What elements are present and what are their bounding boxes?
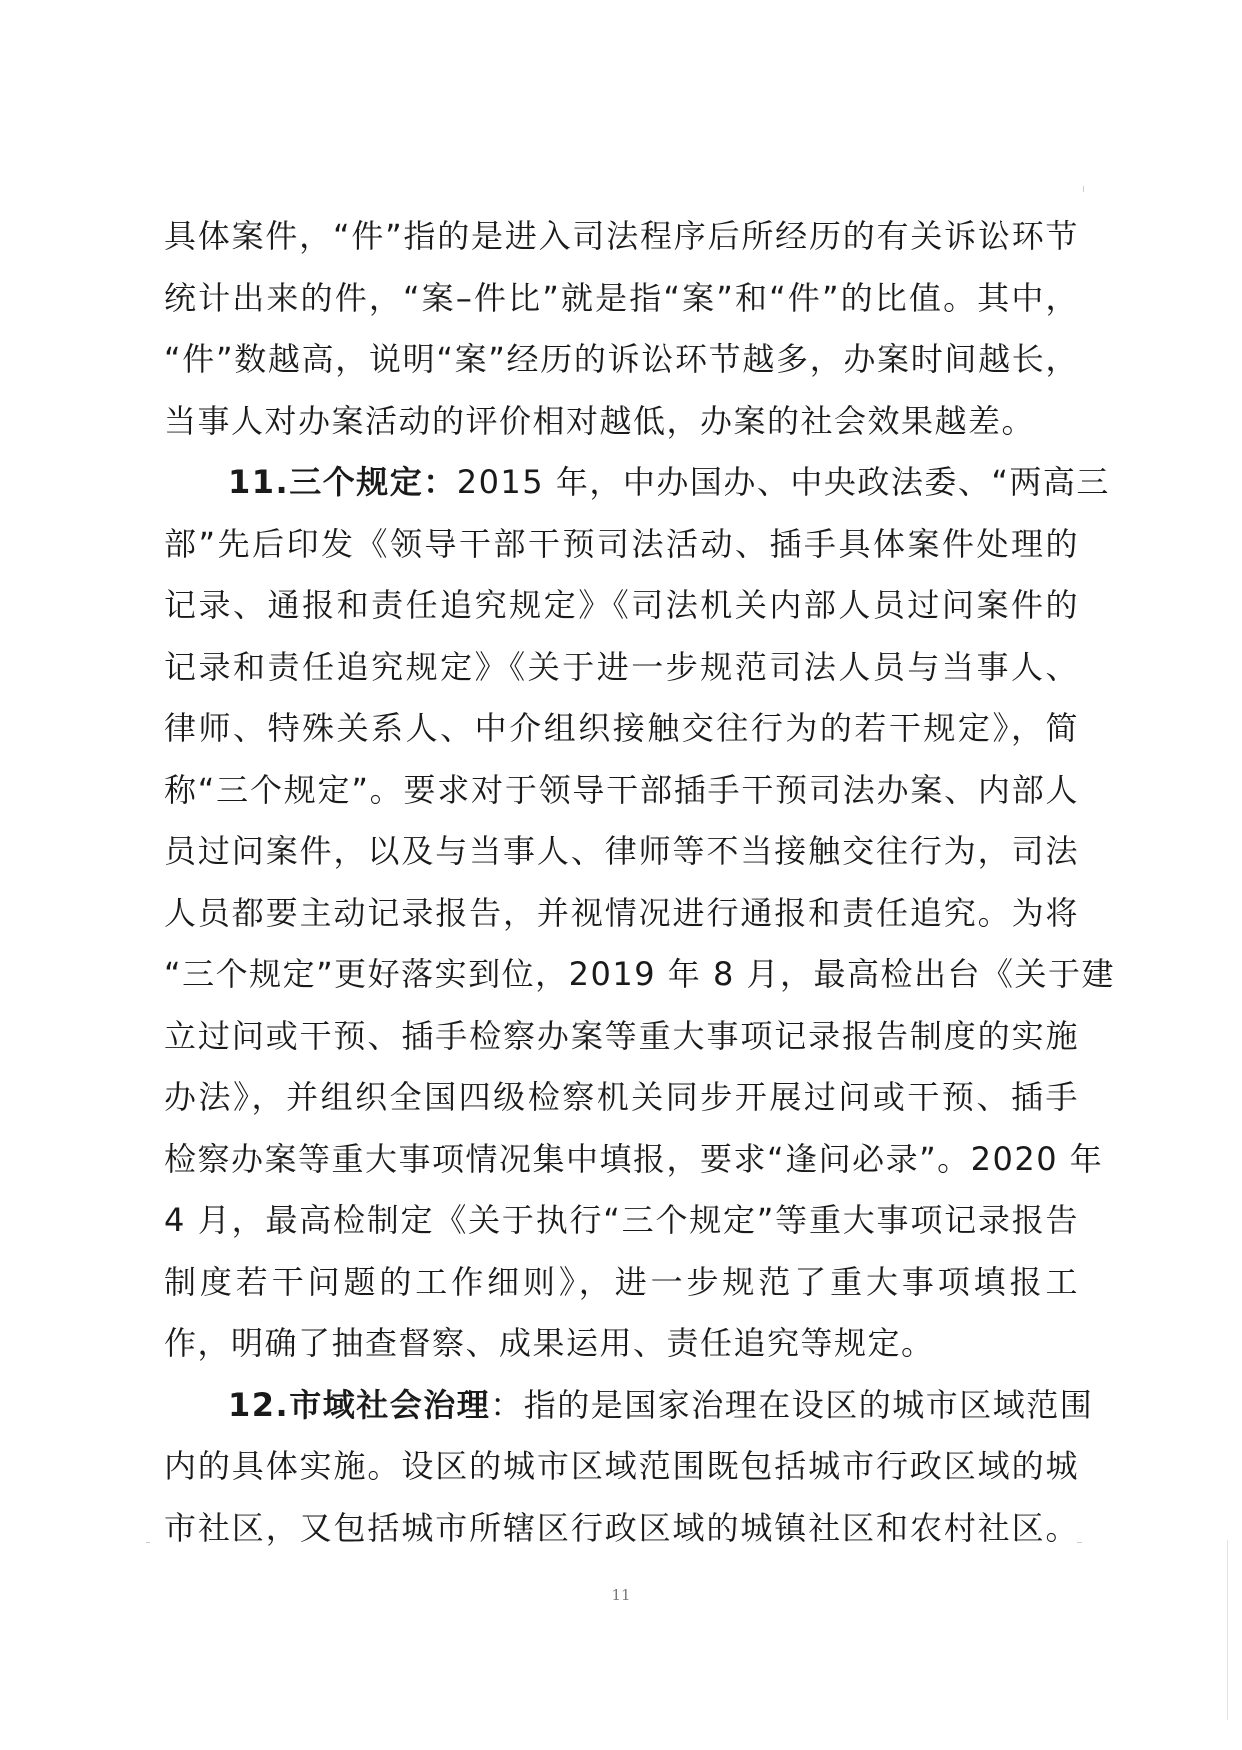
text-line — [164, 268, 1079, 330]
line-text: 检察办案等重大事项情况集中填报，要求“逢问必录”。2020 年 — [164, 1139, 1104, 1178]
line-text: 统计出来的件，“案–件比”就是指“案”和“件”的比值。其中， — [164, 278, 1079, 317]
line-text: 记录和责任追究规定》《关于进一步规范司法人员与当事人、 — [164, 647, 1079, 686]
text-line — [164, 760, 1079, 822]
text-line — [164, 1498, 1079, 1560]
scan-edge-mark — [1227, 1540, 1228, 1720]
text-line — [164, 1006, 1079, 1068]
text-line — [164, 637, 1079, 699]
line-text: 制度若干问题的工作细则》，进一步规范了重大事项填报工 — [164, 1262, 1079, 1301]
section-term: 12.市域社会治理 — [228, 1385, 491, 1424]
text-line — [164, 575, 1079, 637]
document-body — [164, 206, 1115, 1559]
line-text: ：指的是国家治理在设区的城市区域范围 — [490, 1385, 1094, 1424]
text-line — [164, 883, 1079, 945]
line-text: 部”先后印发《领导干部干预司法活动、插手具体案件处理的 — [164, 524, 1079, 563]
section-heading-line — [164, 452, 1110, 514]
section-heading-line — [164, 1375, 1094, 1437]
line-text: 当事人对办案活动的评价相对越低，办案的社会效果越差。 — [164, 401, 1036, 440]
scan-edge-mark — [146, 1542, 150, 1543]
line-text: 人员都要主动记录报告，并视情况进行通报和责任追究。为将 — [164, 893, 1079, 932]
text-line — [164, 1129, 1104, 1191]
line-text: 记录、通报和责任追究规定》《司法机关内部人员过问案件的 — [164, 586, 1079, 624]
text-line — [164, 391, 1079, 453]
text-line — [164, 1252, 1079, 1314]
line-text: 办法》，并组织全国四级检察机关同步开展过问或干预、插手 — [164, 1078, 1079, 1116]
line-text: “件”数越高，说明“案”经历的诉讼环节越多，办案时间越长， — [164, 340, 1079, 378]
text-line — [164, 514, 1079, 576]
text-line — [164, 1313, 1079, 1375]
line-text: 员过问案件，以及与当事人、律师等不当接触交往行为，司法 — [164, 832, 1079, 870]
line-text: 市社区，又包括城市所辖区行政区域的城镇社区和农村社区。 — [164, 1508, 1079, 1547]
section-term: 11.三个规定： — [228, 463, 457, 501]
text-line — [164, 1067, 1079, 1129]
line-text: 作，明确了抽查督察、成果运用、责任追究等规定。 — [164, 1324, 935, 1362]
line-text: 2015 年，中办国办、中央政法委、“两高三 — [456, 463, 1110, 501]
line-text: 内的具体实施。设区的城市区域范围既包括城市行政区域的城 — [164, 1447, 1079, 1485]
text-line — [164, 206, 1079, 268]
text-line — [164, 1190, 1079, 1252]
text-line — [164, 329, 1079, 391]
line-text: 4 月，最高检制定《关于执行“三个规定”等重大事项记录报告 — [164, 1201, 1079, 1239]
text-line — [164, 1436, 1079, 1498]
text-line — [164, 821, 1079, 883]
line-text: 律师、特殊关系人、中介组织接触交往行为的若干规定》，简 — [164, 709, 1079, 747]
text-line — [164, 944, 1115, 1006]
line-text: “三个规定”更好落实到位，2019 年 8 月，最高检出台《关于建 — [164, 955, 1115, 993]
page-number: 11 — [611, 1586, 631, 1604]
line-text: 立过问或干预、插手检察办案等重大事项记录报告制度的实施 — [164, 1016, 1079, 1055]
line-text: 称“三个规定”。要求对于领导干部插手干预司法办案、内部人 — [164, 770, 1079, 809]
scan-edge-mark — [1083, 186, 1084, 192]
line-text: 具体案件，“件”指的是进入司法程序后所经历的有关诉讼环节 — [164, 217, 1079, 255]
text-line — [164, 698, 1079, 760]
